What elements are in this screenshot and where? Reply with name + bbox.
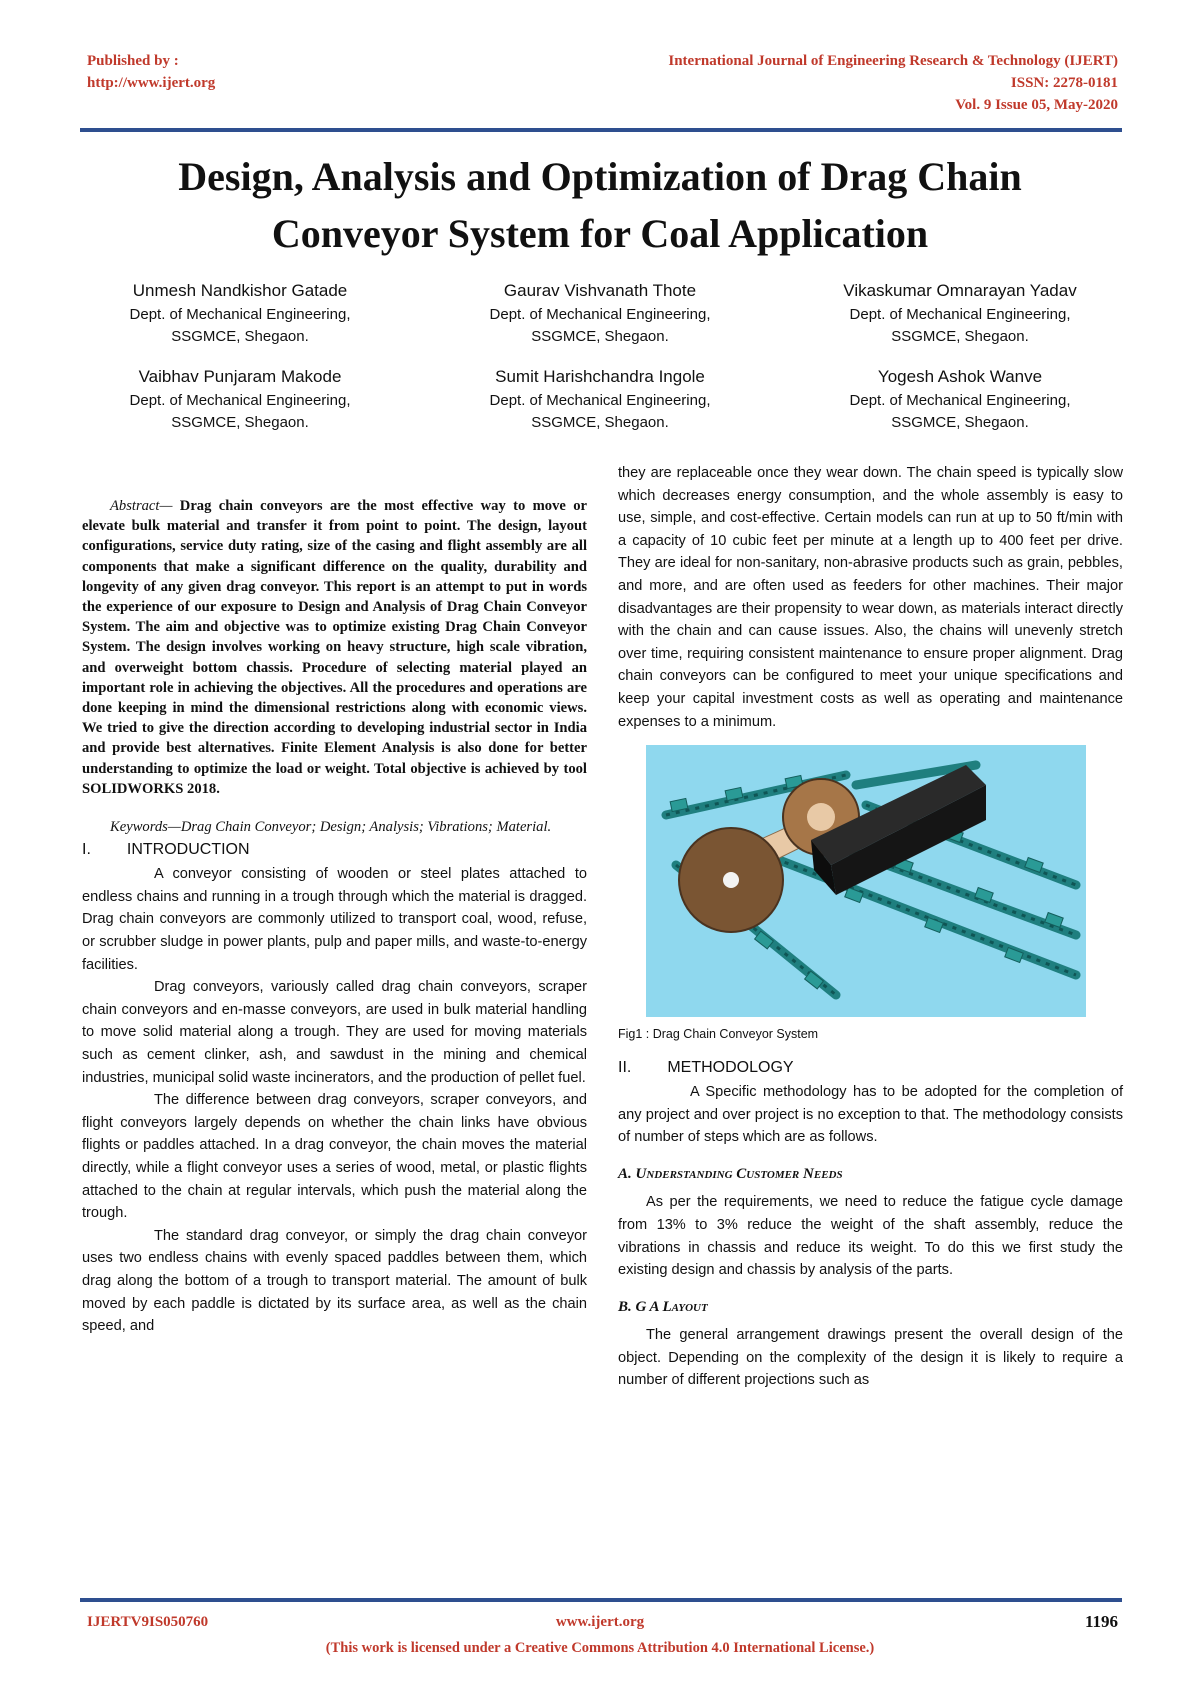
section-heading-methodology — [618, 1057, 1123, 1079]
section-number: II. — [618, 1059, 632, 1077]
author-inst: SSGMCE, Shegaon. — [891, 414, 1029, 431]
author-name: Yogesh Ashok Wanve — [877, 367, 1043, 386]
sprocket-front-icon — [679, 828, 783, 932]
paragraph: As per the requirements, we need to reduce the fatigue cycle damage from 13% to 3% reduce the weight of the shaft assembly, reduce the vibrations in chassis and reduce its weight. To do this we first study the existing design and chassis by analysis of the parts. — [618, 1194, 1123, 1279]
abstract-text: Drag chain conveyors are the most effective way to move or elevate bulk material and transfer it from point to point. The design, layout configurations, service duty rating, size of the casing and flight assembly are all components that make a significant difference on the quality, durability and longevity of any given drag conveyor. This report is an attempt to put in words the experience of our exposure to Design and Analysis of Drag Chain Conveyor System. The aim and objective was to optimize existing Drag Chain Conveyor System. The design involves working on heavy structure, high scale vibration, and overweight bottom chassis. Procedure of selecting material played an important role in achieving the objectives. All the procedures and operations are done keeping in mind the dimensional restrictions along with economic views. We tried to give the direction according to developing industrial sector in India and provide best alternatives. Finite Element Analysis is also done for better understanding to optimize the load or weight. Total objective is achieved by tool SOLIDWORKS 2018. — [82, 498, 587, 797]
author-inst: SSGMCE, Shegaon. — [531, 414, 669, 431]
left-column — [82, 496, 587, 1338]
section-title: METHODOLOGY — [667, 1059, 794, 1077]
paragraph: A conveyor consisting of wooden or steel plates attached to endless chains and running in a trough through which the material is dragged. Drag chain conveyors are commonly utilized to transport coal, wood, refuse, or scrubber sludge in power plants, pulp and paper mills, and waste-to-energy facilities. — [82, 866, 587, 973]
author-inst: SSGMCE, Shegaon. — [171, 414, 309, 431]
volume-issue: Vol. 9 Issue 05, May-2020 — [955, 97, 1118, 113]
paragraph: The general arrangement drawings present the overall design of the object. Depending on the complexity of the design it is likely to require a number of different projections such as — [618, 1327, 1123, 1389]
journal-name: International Journal of Engineering Research & Technology (IJERT) — [668, 53, 1118, 69]
author-inst: SSGMCE, Shegaon. — [891, 328, 1029, 345]
header-right — [668, 50, 1118, 116]
paper-id: IJERTV9IS050760 — [87, 1614, 209, 1630]
author-dept: Dept. of Mechanical Engineering, — [129, 306, 351, 323]
drag-chain-conveyor-illustration — [646, 745, 1086, 1017]
title-line-1: Design, Analysis and Optimization of Drag Chain — [178, 154, 1022, 199]
paragraph: The difference between drag conveyors, scraper conveyors, and flight conveyors largely depends on whether the chain links have obvious flights or paddles attached. In a drag conveyor, the chain moves the material directly, while a flight conveyor uses a series of wood, metal, or plastic flights attached to the chain at regular intervals, which push the material along the trough. — [82, 1092, 587, 1222]
abstract-label: Abstract— — [110, 498, 173, 514]
paragraph: The standard drag conveyor, or simply the drag chain conveyor uses two endless chains with evenly spaced paddles between them, which drag along the bottom of a trough to transport material. The amount of bulk moved by each paddle is dictated by its surface area, as well as the chain speed, and — [82, 1227, 587, 1335]
author-2 — [420, 278, 780, 348]
author-3 — [780, 278, 1140, 348]
subsection-prefix: B. — [618, 1298, 636, 1315]
section-title: INTRODUCTION — [126, 841, 250, 859]
author-5 — [420, 364, 780, 434]
paper-title — [60, 148, 1140, 262]
conveyor-figure — [646, 745, 1086, 1017]
paragraph: they are replaceable once they wear down. The chain speed is typically slow which decreases energy consumption, and the whole assembly is easy to use, simple, and cost-effective. Certain models can run at up to 50 ft/min with a capacity of 10 cubic feet per minute at a length up to 400 feet per drive. They are ideal for non-sanitary, non-abrasive products such as grain, pebbles, and more, and are often used as feeders for other machines. Their major disadvantages are their propensity to wear down, as materials interact directly with the chain and can cause issues. Also, the chains will unevenly stretch over time, requiring consistent maintenance to ensure proper alignment. Drag chain conveyors can be configured to meet your unique specifications and keep your capital investment costs as well as operating and maintenance expenses to a minimum. — [618, 465, 1123, 730]
subsection-title: G A Layout — [635, 1298, 708, 1315]
author-inst: SSGMCE, Shegaon. — [531, 328, 669, 345]
license-note: (This work is licensed under a Creative Commons Attribution 4.0 International License.) — [325, 1640, 875, 1656]
author-dept: Dept. of Mechanical Engineering, — [489, 392, 711, 409]
subsection-heading-b — [618, 1296, 1123, 1318]
keywords — [82, 817, 587, 837]
header-rule — [80, 128, 1122, 132]
author-dept: Dept. of Mechanical Engineering, — [489, 306, 711, 323]
author-name: Vikaskumar Omnarayan Yadav — [843, 281, 1077, 300]
published-by: Published by : — [87, 53, 179, 69]
author-1 — [60, 278, 420, 348]
title-line-2: Conveyor System for Coal Application — [271, 211, 929, 256]
author-name: Gaurav Vishvanath Thote — [503, 281, 697, 300]
author-dept: Dept. of Mechanical Engineering, — [849, 392, 1071, 409]
subsection-prefix: A. — [618, 1165, 636, 1182]
issn: ISSN: 2278-0181 — [1010, 75, 1118, 91]
author-6 — [780, 364, 1140, 434]
keywords-label: Keywords— — [110, 819, 181, 836]
footer-site[interactable]: www.ijert.org — [555, 1614, 645, 1630]
journal-url[interactable]: http://www.ijert.org — [87, 75, 216, 91]
abstract — [82, 496, 587, 799]
page-number: 1196 — [1084, 1612, 1118, 1631]
subsection-title: Understanding Customer Needs — [635, 1165, 843, 1182]
author-4 — [60, 364, 420, 434]
paragraph: A Specific methodology has to be adopted for the completion of any project and over project is no exception to that. The methodology consists of number of steps which are as follows. — [618, 1084, 1123, 1146]
header-left — [87, 50, 215, 94]
keywords-text: Drag Chain Conveyor; Design; Analysis; Vibrations; Material. — [180, 819, 552, 836]
section-heading-introduction — [82, 839, 587, 861]
author-dept: Dept. of Mechanical Engineering, — [129, 392, 351, 409]
right-column — [618, 465, 1123, 1392]
author-name: Sumit Harishchandra Ingole — [495, 367, 705, 386]
author-name: Vaibhav Punjaram Makode — [138, 367, 342, 386]
subsection-heading-a — [618, 1163, 1123, 1185]
author-dept: Dept. of Mechanical Engineering, — [849, 306, 1071, 323]
author-name: Unmesh Nandkishor Gatade — [132, 281, 348, 300]
paragraph: Drag conveyors, variously called drag chain conveyors, scraper chain conveyors and en-masse conveyors, are used in bulk material handling to move solid material along a trough. They are used for moving materials such as cement clinker, ash, and sawdust in the mining and chemical industries, municipal solid waste incinerators, and the production of pellet fuel. — [82, 979, 587, 1086]
figure-caption: Fig1 : Drag Chain Conveyor System — [618, 1027, 819, 1042]
author-inst: SSGMCE, Shegaon. — [171, 328, 309, 345]
section-number: I. — [82, 841, 91, 859]
footer-rule — [80, 1598, 1122, 1602]
